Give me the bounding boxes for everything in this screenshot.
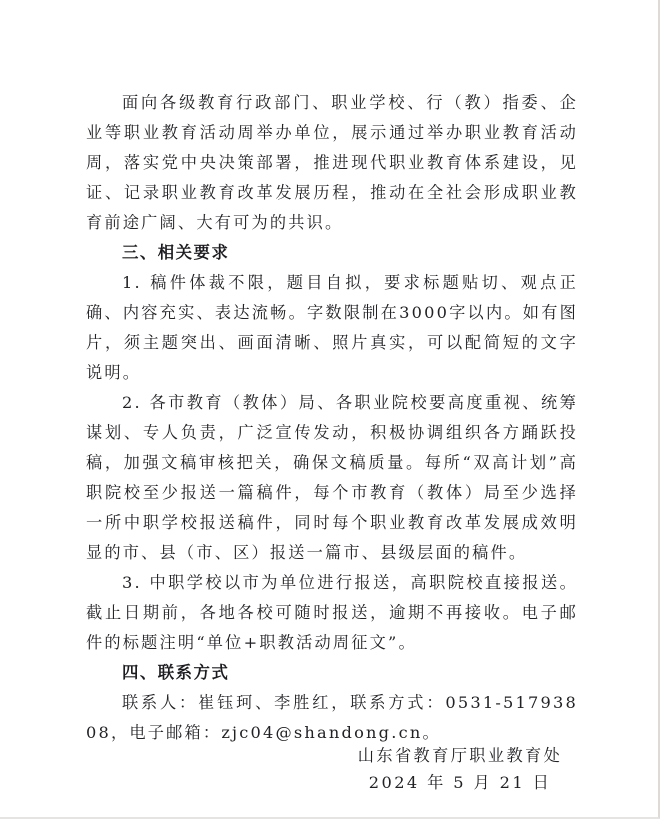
signature-organization: 山东省教育厅职业教育处 (357, 746, 563, 765)
contact-paragraph: 联系人：崔钰珂、李胜红，联系方式：0531-51793808，电子邮箱：zjc04@shandong.cn。 (86, 693, 578, 742)
section-heading-requirements: 三、相关要求 (122, 243, 230, 262)
intro-paragraph: 面向各级教育行政部门、职业学校、行（教）指委、企业等职业教育活动周举办单位，展示通过举办职业教育活动周，落实党中央决策部署，推进现代职业教育体系建设，见证、记录职业教育改革发展历程，推动在全社会形成职业教育前途广阔、大有可为的共识。 (86, 93, 578, 232)
signature-date: 2024 年 5 月 21 日 (368, 773, 552, 792)
section-heading-contact: 四、联系方式 (122, 663, 230, 682)
document-body (86, 88, 578, 748)
requirement-item-2: 2. 各市教育（教体）局、各职业院校要高度重视、统筹谋划、专人负责，广泛宣传发动，积极协调组织各方踊跃投稿，加强文稿审核把关，确保文稿质量。每所“双高计划”高职院校至少报送一篇稿件，每个市教育（教体）局至少选择一所中职学校报送稿件，同时每个职业教育改革发展成效明显的市、县（市、区）报送一篇市、县级层面的稿件。 (86, 393, 578, 562)
requirement-item-3: 3. 中职学校以市为单位进行报送，高职院校直接报送。截止日期前，各地各校可随时报送，逾期不再接收。电子邮件的标题注明“单位+职教活动周征文”。 (86, 573, 578, 652)
requirement-item-1: 1. 稿件体裁不限，题目自拟，要求标题贴切、观点正确、内容充实、表达流畅。字数限制在3000字以内。如有图片，须主题突出、画面清晰、照片真实，可以配简短的文字说明。 (86, 273, 578, 382)
